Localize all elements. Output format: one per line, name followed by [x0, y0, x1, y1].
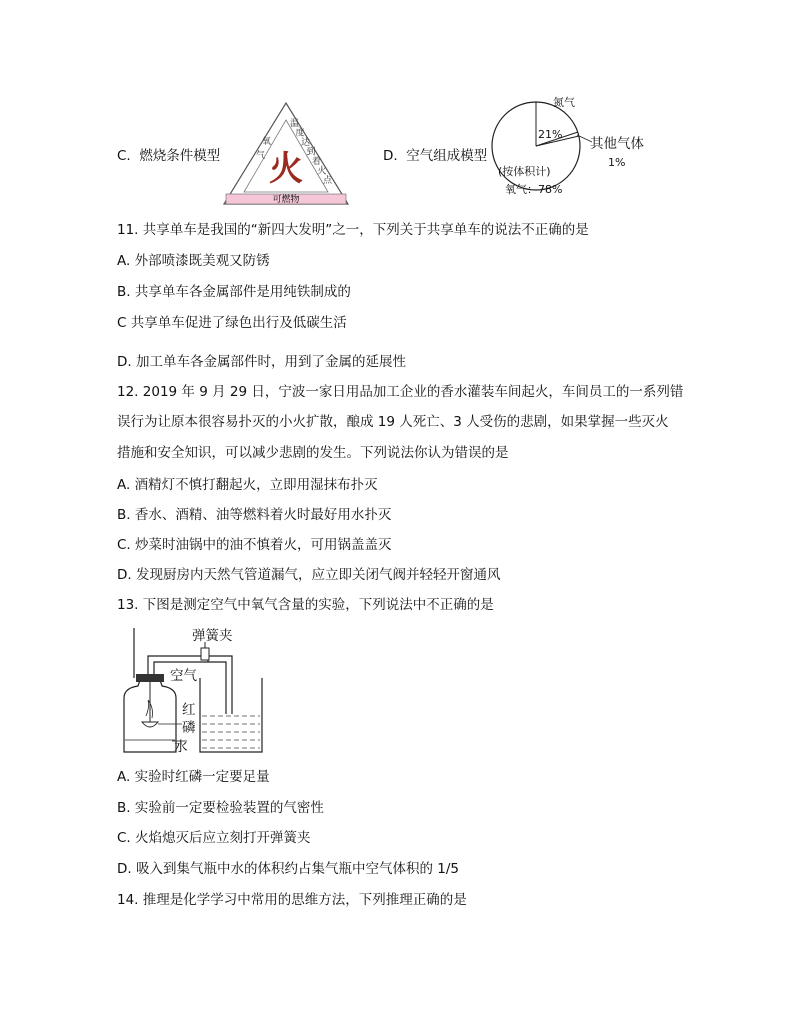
fire-triangle-diagram [220, 100, 352, 208]
q12-stem-line3: 措施和安全知识，可以减少悲剧的发生。下列说法你认为错误的是 [117, 445, 509, 461]
red-label: 红 [182, 702, 196, 718]
q11-stem: 11. 共享单车是我国的“新四大发明”之一，下列关于共享单车的说法不正确的是 [117, 222, 589, 238]
pie-other-percent: 1% [608, 156, 626, 169]
q11-option-c: C 共享单车促进了绿色出行及低碳生活 [117, 315, 347, 331]
q13-stem: 13. 下图是测定空气中氧气含量的实验，下列说法中不正确的是 [117, 597, 494, 613]
air-label: 空气 [170, 668, 197, 684]
q13-option-c: C. 火焰熄灭后应立刻打开弹簧夹 [117, 830, 311, 846]
q11-option-a: A. 外部喷漆既美观又防锈 [117, 253, 270, 269]
phosphorus-label: 磷 [182, 720, 196, 736]
q14-stem: 14. 推理是化学学习中常用的思维方法，下列推理正确的是 [117, 892, 467, 908]
water-label: 水 [174, 739, 188, 755]
option-c-label: C. 燃烧条件模型 [117, 148, 221, 164]
pie-other-label: 其他气体 [590, 136, 644, 152]
pie-argon-percent: 21% [538, 128, 563, 141]
q12-stem-line2: 误行为让原本很容易扑灭的小火扩散，酿成 19 人死亡、3 人受伤的悲剧，如果掌握一些灭火 [117, 414, 669, 430]
pie-argon-label: 氮气 [553, 96, 575, 109]
clamp-label: 弹簧夹 [192, 628, 233, 644]
q12-option-a: A. 酒精灯不慎打翻起火，立即用湿抹布扑灭 [117, 477, 378, 493]
q11-option-b: B. 共享单车各金属部件是用纯铁制成的 [117, 284, 351, 300]
q12-stem-line1: 12. 2019 年 9 月 29 日，宁波一家日用品加工企业的香水灌装车间起火，车间员工的一系列错 [117, 384, 684, 400]
fuel-label: 可燃物 [272, 195, 300, 205]
q13-option-a: A. 实验时红磷一定要足量 [117, 769, 270, 785]
option-d-label: D. 空气组成模型 [383, 148, 488, 164]
q12-option-b: B. 香水、酒精、油等燃料着火时最好用水扑灭 [117, 507, 392, 523]
q12-option-d: D. 发现厨房内天然气管道漏气，应立即关闭气阀并轻轻开窗通风 [117, 567, 501, 583]
q11-option-d: D. 加工单车各金属部件时，用到了金属的延展性 [117, 354, 406, 370]
q13-option-b: B. 实验前一定要检验装置的气密性 [117, 800, 324, 816]
pie-oxygen-label: 氧气：78% [505, 183, 563, 196]
fire-center-glyph: 火 [269, 149, 303, 189]
pie-center-note: (按体积计) [498, 165, 551, 178]
q13-option-d: D. 吸入到集气瓶中水的体积约占集气瓶中空气体积的 1/5 [117, 861, 459, 877]
oxygen-side-text: 氧气 [256, 137, 272, 161]
temperature-side-text: 温度达到着火点 [290, 119, 333, 186]
q12-option-c: C. 炒菜时油锅中的油不慎着火，可用锅盖盖灭 [117, 537, 392, 553]
